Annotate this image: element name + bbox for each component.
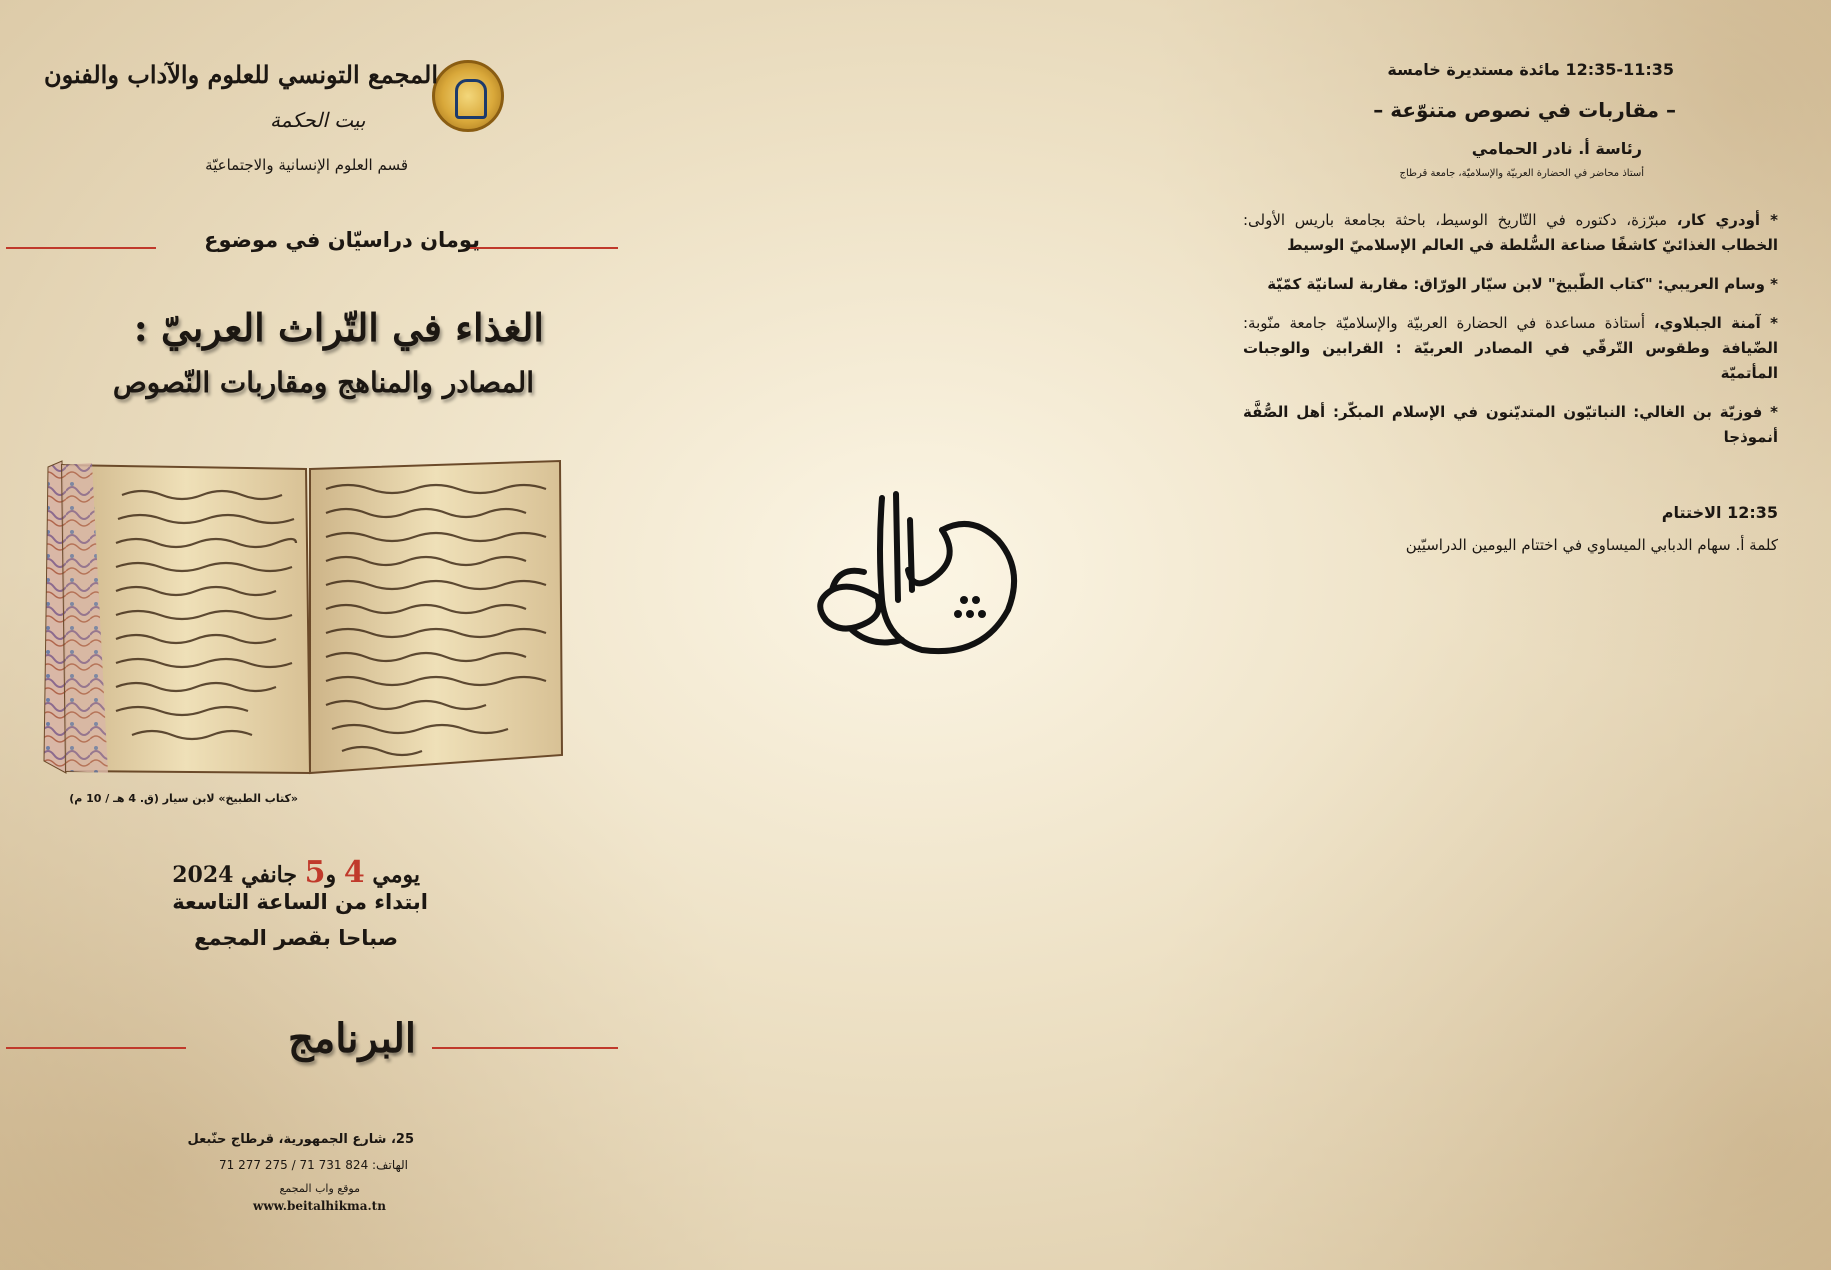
speaker-name: * آمنة الجبلاوي، [1653, 314, 1778, 332]
talks-list [1243, 208, 1778, 464]
event-time: ابتداء من الساعة التاسعة [172, 890, 428, 914]
talk-title: النباتيّون المتديّنون في الإسلام المبكّر: أهل الصُّفَّة أنموذجا [1243, 403, 1778, 446]
program-divider-right [432, 1047, 618, 1049]
session-theme: – مقاربات في نصوص متنوّعة – [1373, 98, 1676, 122]
website-url[interactable]: www.beitalhikma.tn [253, 1199, 386, 1213]
list-item [1243, 208, 1778, 258]
event-title-line2: المصادر والمناهج ومقاربات النّصوص [112, 366, 534, 399]
program-title: البرنامج [287, 1015, 416, 1062]
talk-title: "كتاب الطّبيخ" لابن سيّار الورّاق: مقاربة لسانيّة كمّيّة [1267, 275, 1653, 293]
divider-left [6, 247, 156, 249]
list-item [1243, 272, 1778, 297]
session-heading: 12:35-11:35 مائدة مستديرة خامسة [1387, 60, 1674, 79]
program-divider-left [6, 1047, 186, 1049]
date-prefix: يومي [372, 862, 420, 888]
divider-right [466, 247, 618, 249]
chair-affiliation: أستاذ محاضر في الحضارة العربيّة والإسلاميّة، جامعة قرطاج [1399, 168, 1644, 179]
address: 25، شارع الجمهورية، قرطاج حنّبعل [187, 1132, 414, 1147]
closing-text: كلمة أ. سهام الدبابي الميساوي في اختتام اليومين الدراسيّين [1405, 536, 1778, 554]
phone: الهاتف: 824 731 71 / 275 277 71 [219, 1158, 408, 1172]
event-place: صباحا بقصر المجمع [194, 926, 398, 950]
academy-name: المجمع التونسي للعلوم والآداب والفنون [43, 60, 438, 89]
speaker-affiliation: مبرّزة، دكتوره في التّاريخ الوسيط، باحثة بجامعة باريس الأولى: [1243, 211, 1677, 229]
list-item [1243, 311, 1778, 386]
list-item [1243, 400, 1778, 450]
department-name: قسم العلوم الإنسانية والاجتماعيّة [205, 156, 408, 174]
speaker-name: * أودري كار، [1676, 211, 1778, 229]
bayt-al-hikma-logo: بيت الحكمة [270, 108, 366, 132]
speaker-affiliation: أستاذة مساعدة في الحضارة العربيّة والإسلاميّة جامعة منّوبة: [1243, 314, 1654, 332]
event-subtitle: يومان دراسيّان في موضوع [204, 228, 480, 252]
event-dates [172, 855, 420, 890]
left-panel [0, 0, 620, 1270]
talk-title: الضّيافة وطقوس التّرقّي في المصادر العربيّة : القرابين والوجبات المأتميّة [1243, 339, 1778, 382]
bayt-al-hikma-calligraphy-icon [812, 490, 1030, 664]
image-caption: «كتاب الطبيخ» لابن سيار (ق. 4 هـ / 10 م) [69, 792, 298, 805]
talk-title: الخطاب الغذائيّ كاشفًا صناعة السُّلطة في العالم الإسلاميّ الوسيط [1287, 236, 1778, 254]
manuscript-image [42, 455, 580, 778]
event-title: الغذاء في التّراث العربيّ : [133, 305, 544, 350]
speaker-name: * فوزيّة بن الغالي: [1633, 403, 1778, 421]
date-day2: 5 [304, 855, 326, 890]
session-chair: رئاسة أ. نادر الحمامي [1471, 139, 1642, 158]
website-label: موقع واب المجمع [279, 1182, 360, 1195]
date-day1: 4 [343, 855, 365, 890]
speaker-name: * وسام العريبي: [1657, 275, 1778, 293]
right-panel [1220, 0, 1780, 1270]
academy-seal-icon [432, 60, 504, 132]
date-suffix: جانفي 2024 [172, 862, 297, 888]
date-and: و [325, 862, 337, 888]
closing-heading: 12:35 الاختتام [1661, 503, 1778, 522]
